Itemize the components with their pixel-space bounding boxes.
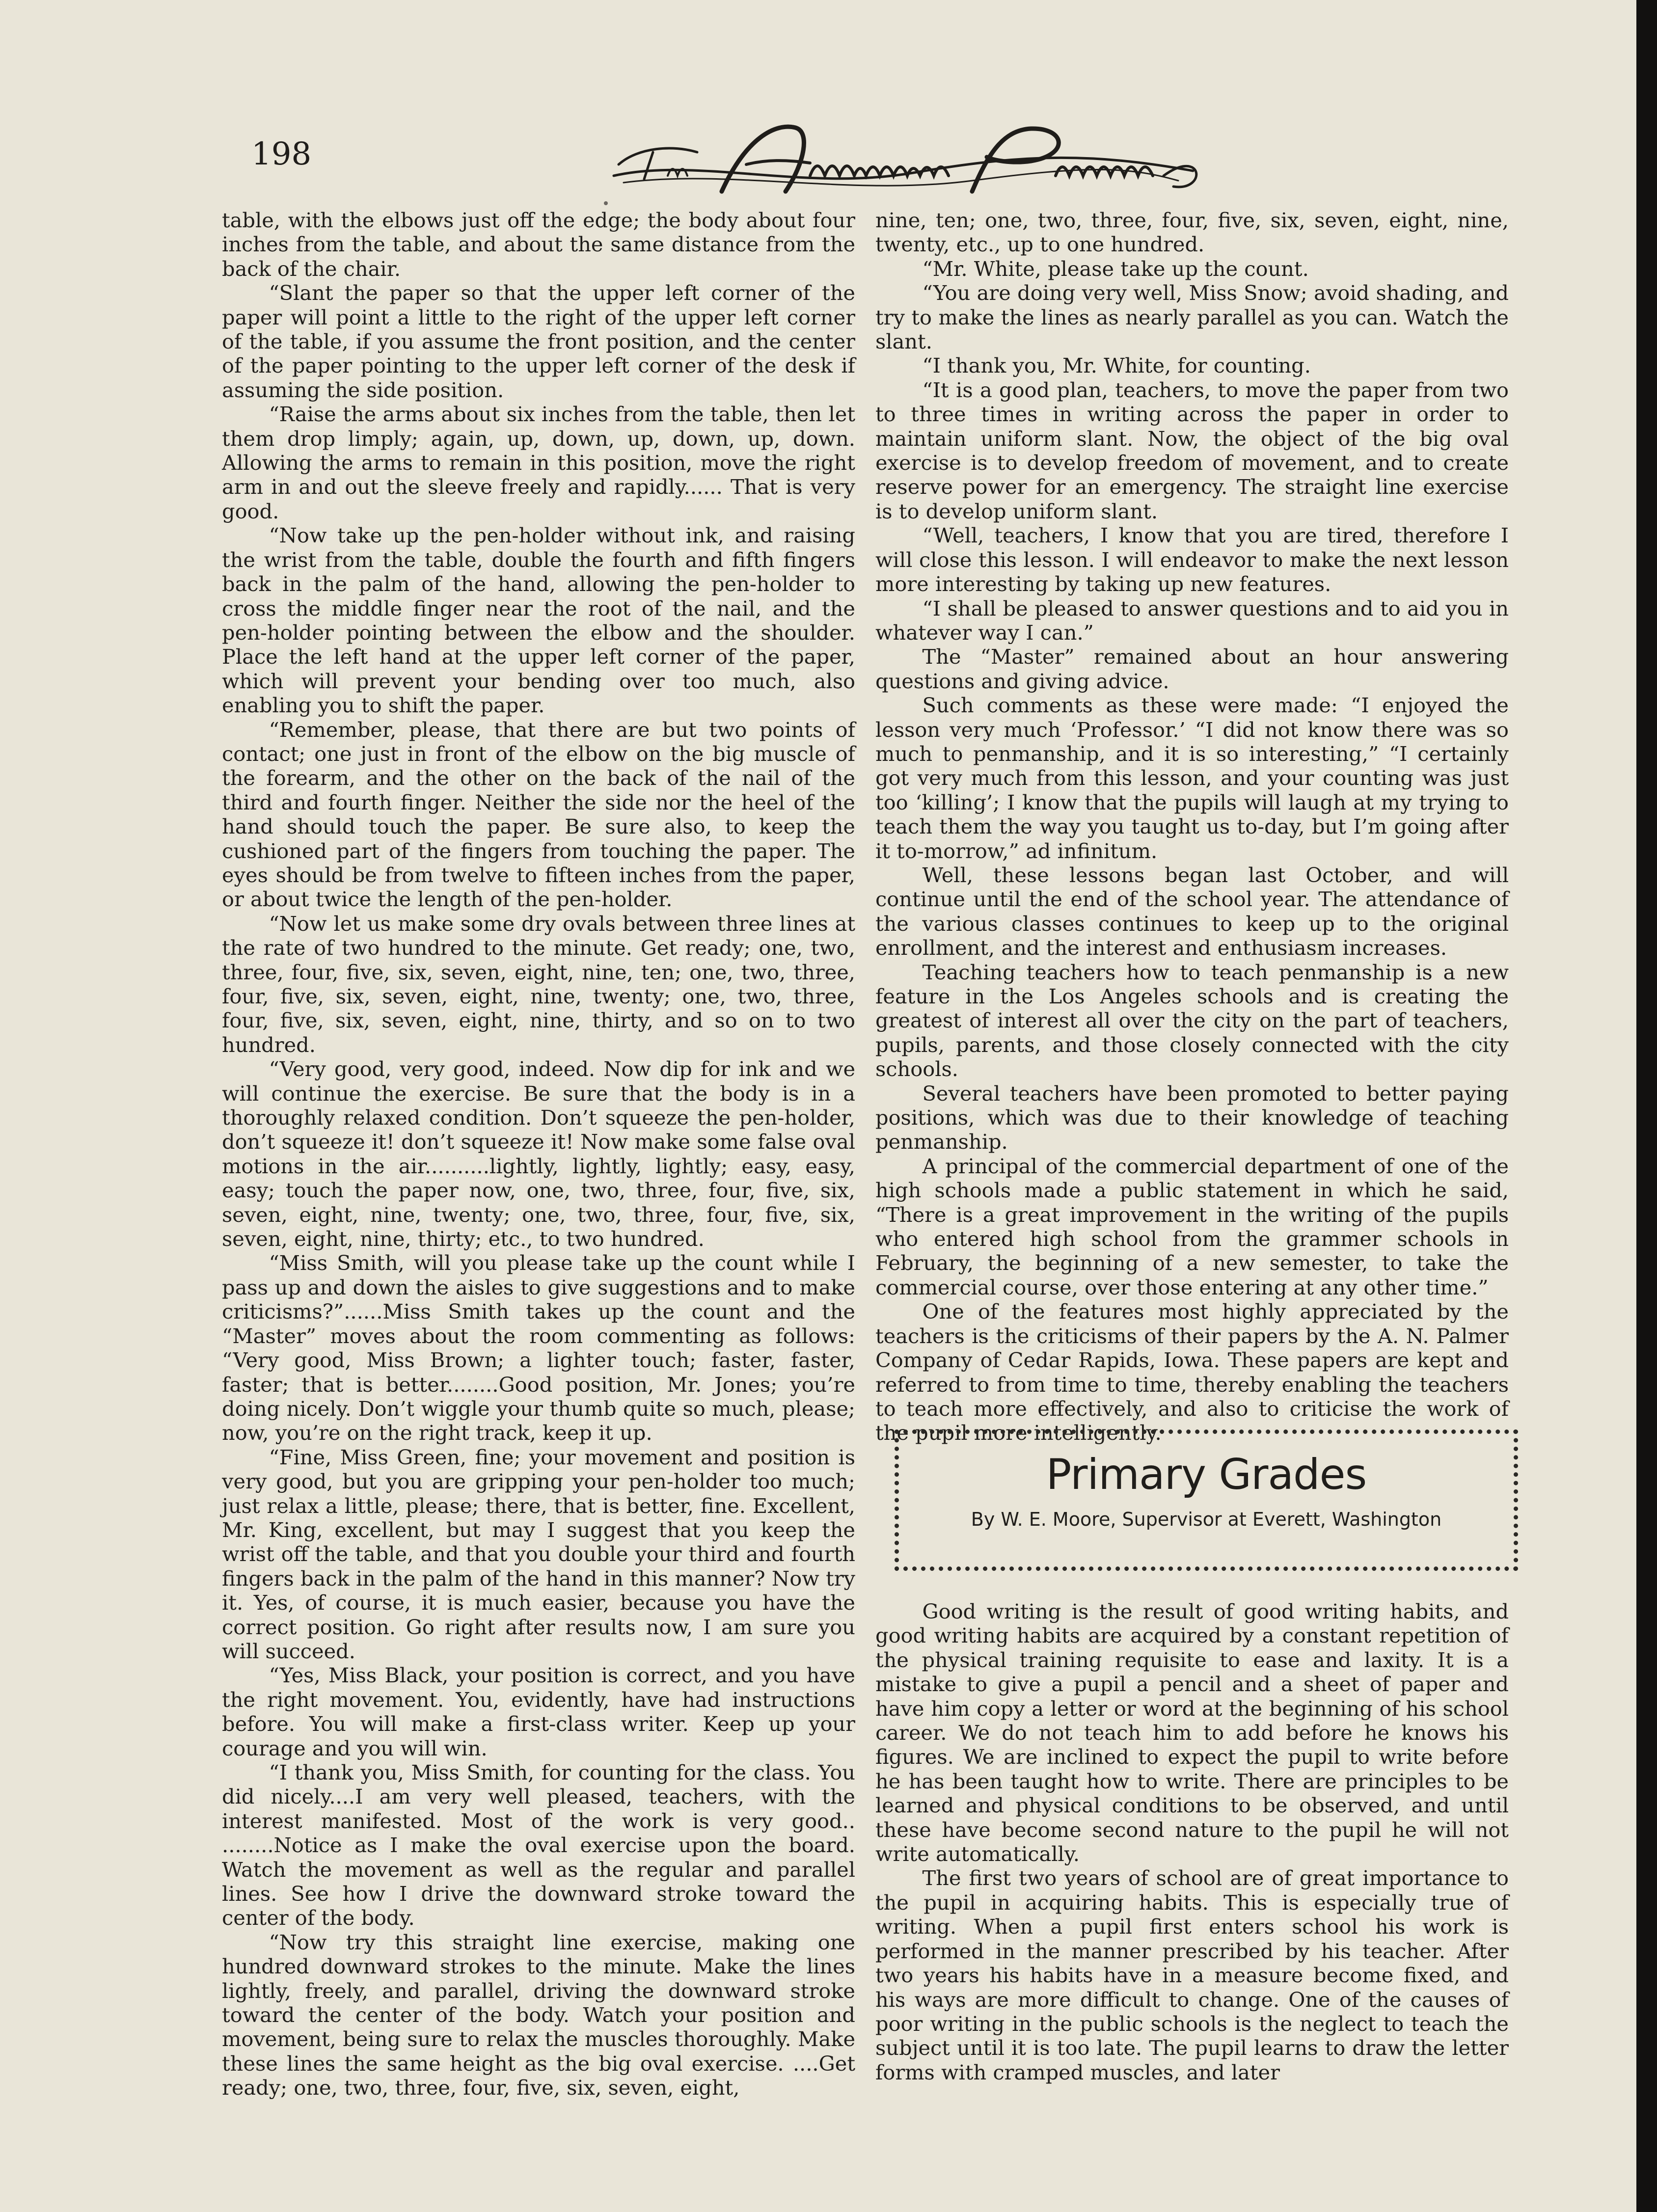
primary-grades-heading-box	[895, 1430, 1518, 1571]
paragraph: The “Master” remained about an hour answering questions and giving advice.	[875, 645, 1509, 693]
masthead-logo	[599, 118, 1208, 201]
paragraph: The first two years of school are of great importance to the pupil in acquiring habits. This is especially true of writing. When a pupil first enters school his work is performed in the manner prescribed by his teacher. After two years his habits have in a measure become fixed, and his ways are more difficult to change. One of the causes of poor writing in the public schools is the neglect to teach the subject until it is too late. The pupil learns to draw the letter forms with cramped muscles, and later	[875, 1866, 1509, 2084]
paragraph: “Miss Smith, will you please take up the count while I pass up and down the aisles to give suggestions and to make criticisms?”......Miss Smith takes up the count and the “Master” moves about the room commenting as follows: “Very good, Miss Brown; a lighter touch; faster, faster, faster; that is better........Good position, Mr. Jones; you’re doing nicely. Don’t wiggle your thumb quite so much, please; now, you’re on the right track, keep it up.	[222, 1251, 855, 1445]
paragraph: table, with the elbows just off the edge; the body about four inches from the table, and about the same distance from the back of the chair.	[222, 208, 855, 281]
paragraph: “Well, teachers, I know that you are tired, therefore I will close this lesson. I will endeavor to make the next lesson more interesting by taking up new features.	[875, 523, 1509, 596]
paragraph: “Yes, Miss Black, your position is correct, and you have the right movement. You, evidently, have had instructions before. You will make a first-class writer. Keep up your courage and you will win.	[222, 1663, 855, 1760]
paragraph: “Very good, very good, indeed. Now dip for ink and we will continue the exercise. Be sure that the body is in a thoroughly relaxed condition. Don’t squeeze the pen-holder, don’t squeeze it! don’t squeeze it! Now make some false oval motions in the air..........lightly, lightly, lightly; easy, easy, easy; touch the paper now, one, two, three, four, five, six, seven, eight, nine, twenty; one, two, three, four, five, six, seven, eight, nine, thirty; etc., to two hundred.	[222, 1057, 855, 1251]
right-column	[875, 208, 1509, 1445]
paragraph: Well, these lessons began last October, and will continue until the end of the school year. The attendance of the various classes continues to keep up to the original enrollment, and the interest and enthusiasm increases.	[875, 863, 1509, 960]
paragraph: “It is a good plan, teachers, to move the paper from two to three times in writing across the paper in order to maintain uniform slant. Now, the object of the big oval exercise is to develop freedom of movement, and to create reserve power for an emergency. The straight line exercise is to develop uniform slant.	[875, 378, 1509, 523]
paragraph: “Fine, Miss Green, fine; your movement and position is very good, but you are gripping your pen-holder too much; just relax a little, please; there, that is better, fine. Excellent, Mr. King, excellent, but may I suggest that you keep the wrist off the table, and that you double your third and fourth fingers back in the palm of the hand in this manner? Now try it. Yes, of course, it is much easier, because you have the correct position. Go right after results now, I am sure you will succeed.	[222, 1445, 855, 1663]
scan-edge	[1636, 0, 1657, 2212]
primary-grades-article	[875, 1599, 1509, 2084]
paragraph: “I thank you, Miss Smith, for counting for the class. You did nicely....I am very well pleased, teachers, with the interest manifested. Most of the work is very good.. ........Notice as I make the oval exercise upon the board. Watch the movement as well as the regular and parallel lines. See how I drive the downward stroke toward the center of the body.	[222, 1760, 855, 1930]
paragraph: A principal of the commercial department of one of the high schools made a public statement in which he said, “There is a great improvement in the writing of the pupils who entered high school from the grammer schools in February, the beginning of a new semester, to take the commercial course, over those entering at any other time.”	[875, 1154, 1509, 1299]
paragraph: “I shall be pleased to answer questions and to aid you in whatever way I can.”	[875, 596, 1509, 645]
section-title: Primary Grades	[1046, 1450, 1367, 1499]
paragraph: nine, ten; one, two, three, four, five, six, seven, eight, nine, twenty, etc., up to one hundred.	[875, 208, 1509, 257]
left-column	[222, 208, 855, 2100]
paragraph: “You are doing very well, Miss Snow; avoid shading, and try to make the lines as nearly parallel as you can. Watch the slant.	[875, 281, 1509, 354]
paragraph: “Now let us make some dry ovals between three lines at the rate of two hundred to the minute. Get ready; one, two, three, four, five, six, seven, eight, nine, ten; one, two, three, four, five, six, seven, eight, nine, twenty; one, two, three, four, five, six, seven, eight, nine, thirty, and so on to two hundred.	[222, 911, 855, 1057]
paragraph: “Mr. White, please take up the count.	[922, 256, 1309, 281]
paragraph: Such comments as these were made: “I enjoyed the lesson very much ‘Professor.’ “I did not know there was so much to penmanship, and it is so interesting,” “I certainly got very much from this lesson, and your counting was just too ‘killing’; I know that the pupils will laugh at my trying to teach them the way you taught us to-day, but I’m going after it to-morrow,” ad infinitum.	[875, 693, 1509, 863]
paragraph: Good writing is the result of good writing habits, and good writing habits are acquired by a constant repetition of the physical training requisite to ease and laxity. It is a mistake to give a pupil a pencil and a sheet of paper and have him copy a letter or word at the beginning of his school career. We do not teach him to add before he knows his figures. We are inclined to expect the pupil to write before he has been taught how to write. There are principles to be learned and physical conditions to be observed, and until these have become second nature to the pupil he will not write automatically.	[875, 1599, 1509, 1866]
print-dot	[604, 201, 608, 205]
section-byline: By W. E. Moore, Supervisor at Everett, Washington	[971, 1509, 1442, 1530]
paragraph: “Now try this straight line exercise, making one hundred downward strokes to the minute. Make the lines lightly, freely, and parallel, driving the downward stroke toward the center of the body. Watch your position and movement, being sure to relax the muscles thoroughly. Make these lines the same height as the big oval exercise. ....Get ready; one, two, three, four, five, six, seven, eight,	[222, 1930, 855, 2100]
paragraph: Teaching teachers how to teach penmanship is a new feature in the Los Angeles schools and is creating the greatest of interest all over the city on the part of teachers, pupils, parents, and those closely connected with the city schools.	[875, 960, 1509, 1081]
page-number: 198	[251, 136, 312, 172]
paragraph: “Now take up the pen-holder without ink, and raising the wrist from the table, double the fourth and fifth fingers back in the palm of the hand, allowing the pen-holder to cross the middle finger near the root of the nail, and the pen-holder pointing between the elbow and the shoulder. Place the left hand at the upper left corner of the paper, which will prevent your bending over too much, also enabling you to shift the paper.	[222, 523, 855, 718]
paragraph: “Remember, please, that there are but two points of contact; one just in front of the elbow on the big muscle of the forearm, and the other on the back of the nail of the third and fourth finger. Neither the side nor the heel of the hand should touch the paper. Be sure also, to keep the cushioned part of the fingers from touching the paper. The eyes should be from twelve to fifteen inches from the paper, or about twice the length of the pen-holder.	[222, 717, 855, 912]
paragraph: Several teachers have been promoted to better paying positions, which was due to their knowledge of teaching penmanship.	[875, 1081, 1509, 1154]
paragraph: One of the features most highly appreciated by the teachers is the criticisms of their papers by the A. N. Palmer Company of Cedar Rapids, Iowa. These papers are kept and referred to from time to time, thereby enabling the teachers to teach more effectively, and also to criticise the work of the pupil more intelligently.	[875, 1299, 1509, 1445]
paragraph: “Raise the arms about six inches from the table, then let them drop limply; again, up, down, up, down, up, down. Allowing the arms to remain in this position, move the right arm in and out the sleeve freely and rapidly...... That is very good.	[222, 402, 855, 523]
paragraph: “Slant the paper so that the upper left corner of the paper will point a little to the right of the upper left corner of the table, if you assume the front position, and the center of the paper pointing to the upper left corner of the desk if assuming the side position.	[222, 281, 855, 402]
paragraph: “I thank you, Mr. White, for counting.	[922, 353, 1311, 378]
